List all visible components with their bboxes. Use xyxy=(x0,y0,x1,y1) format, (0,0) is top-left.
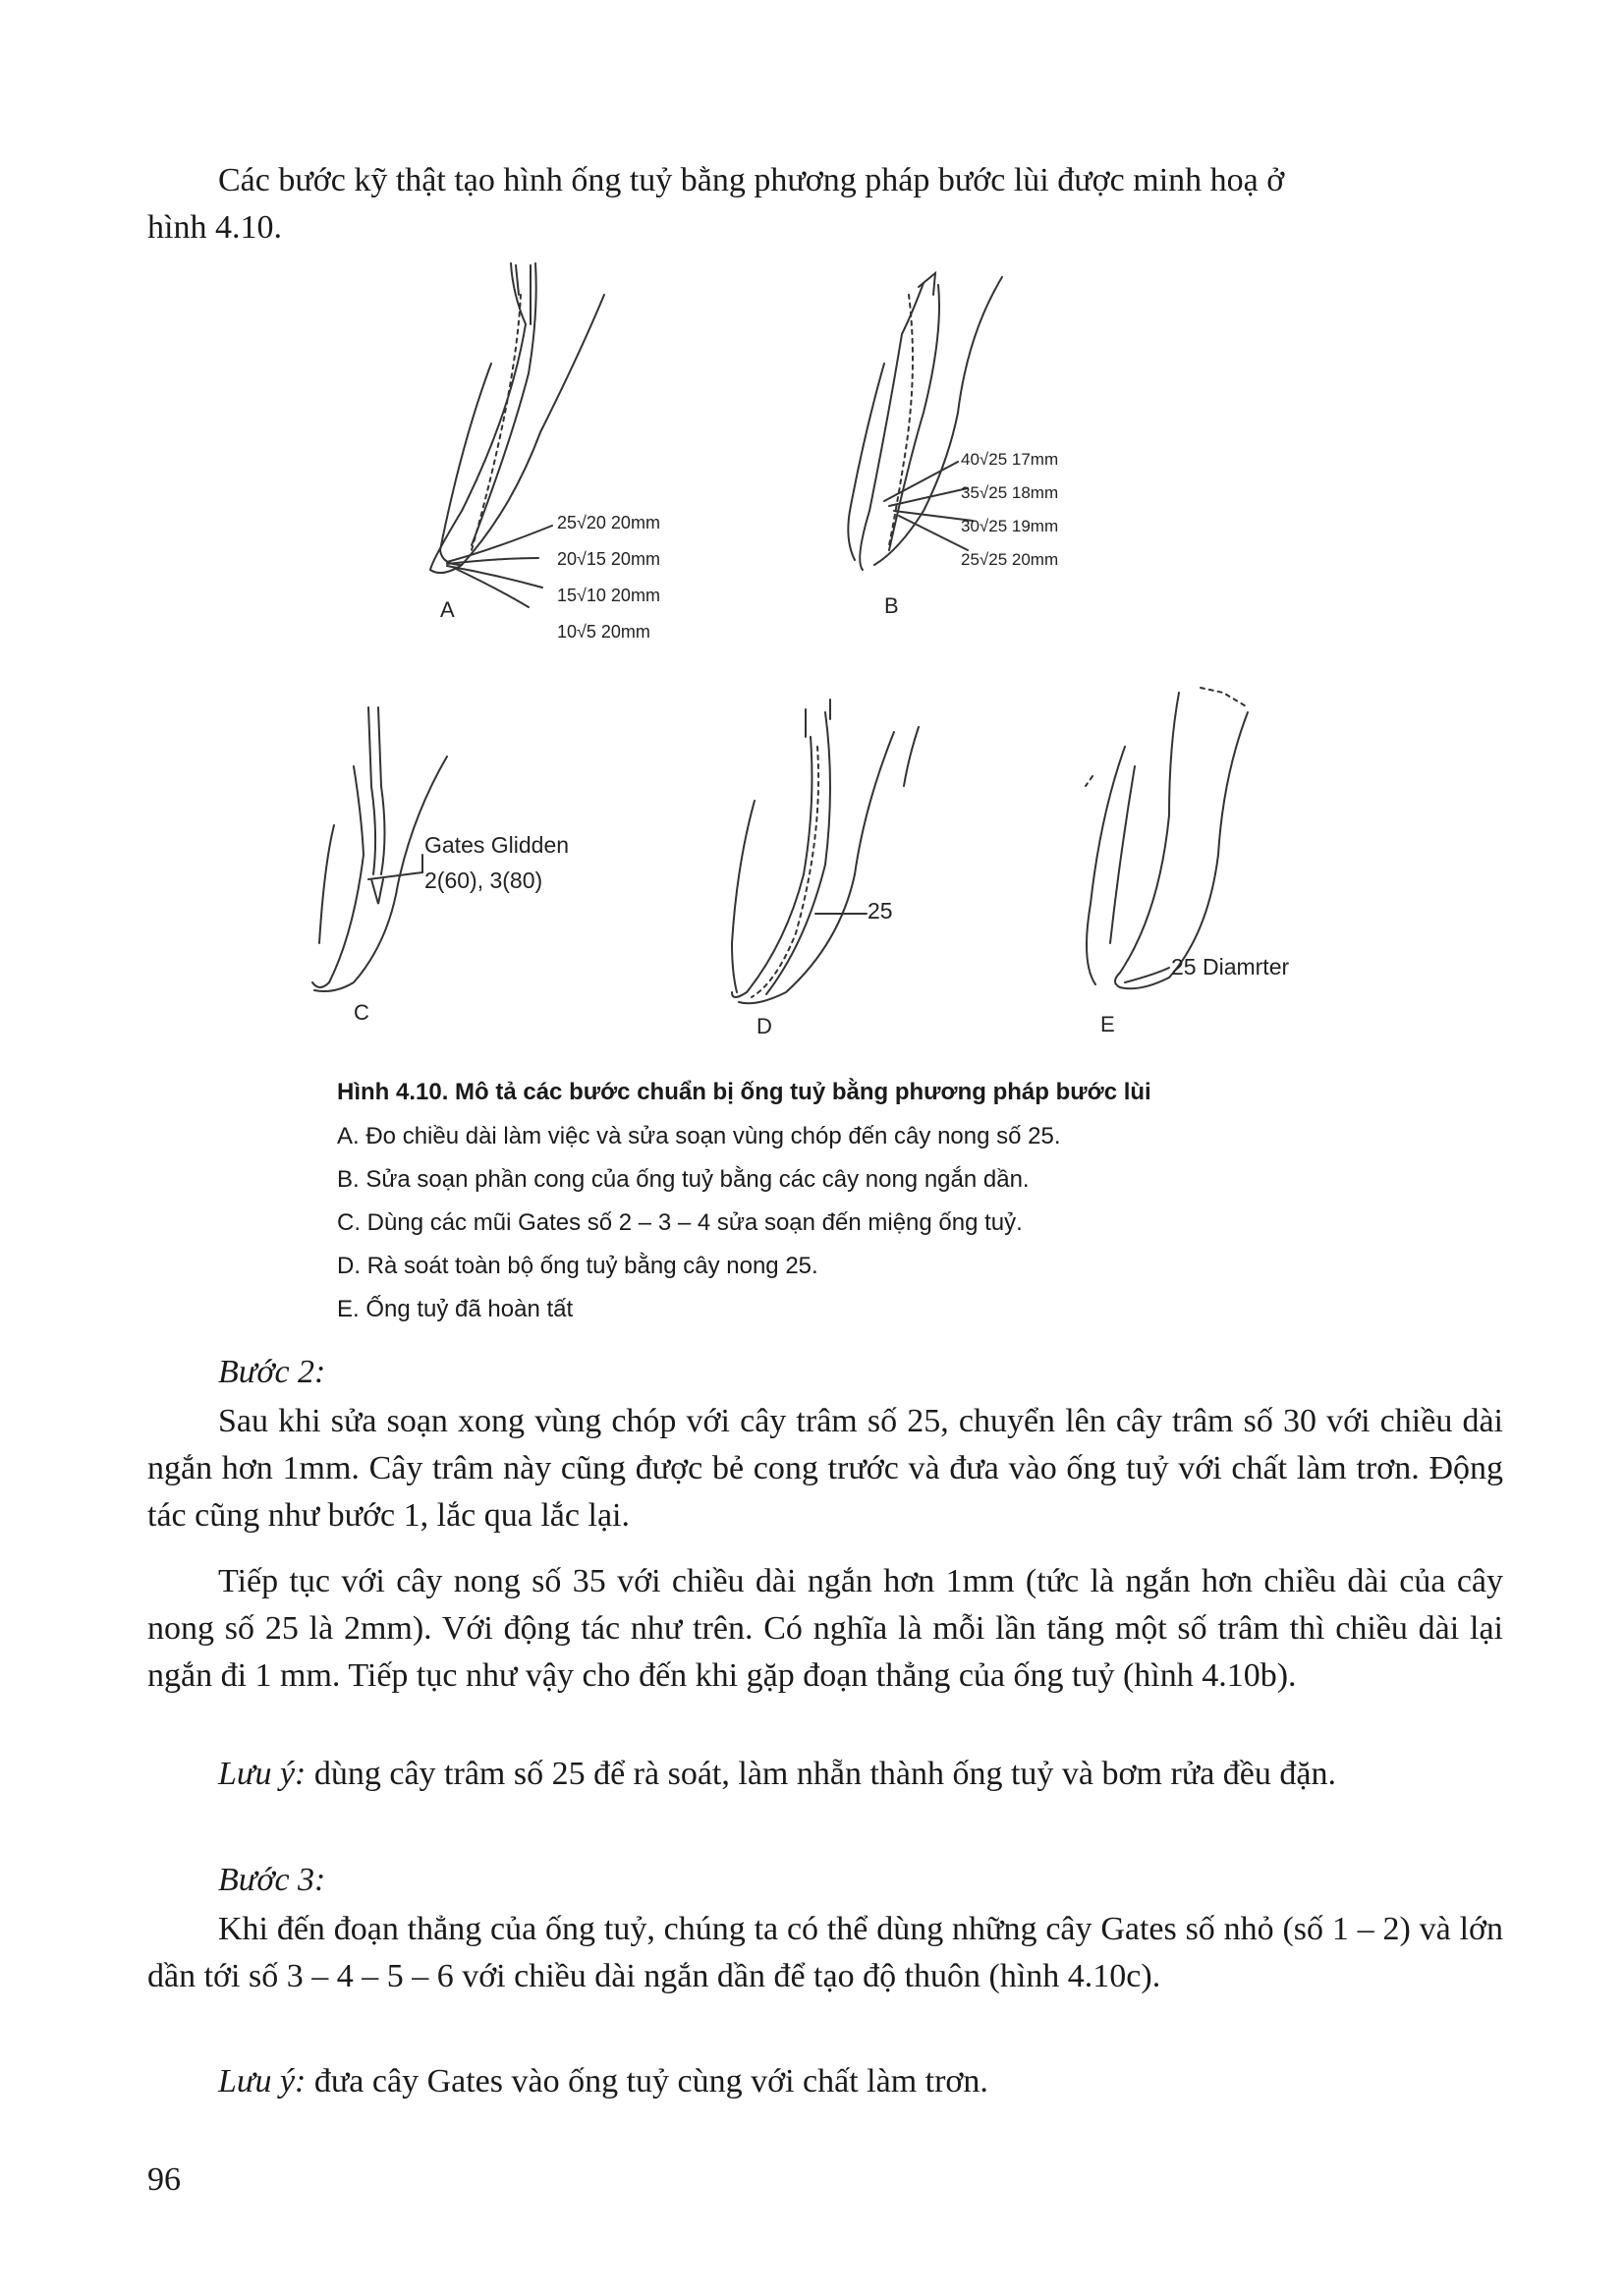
caption-item-d: D. Rà soát toàn bộ ống tuỷ bằng cây nong 25. xyxy=(337,1253,818,1279)
panel-a-label-2: 20√15 20mm xyxy=(557,549,660,569)
panel-b-letter: B xyxy=(884,593,899,618)
panel-c-label-line-2: 2(60), 3(80) xyxy=(424,868,543,893)
panel-b-label-2: 35√25 18mm xyxy=(961,483,1059,502)
panel-c-label-line-1: Gates Glidden xyxy=(424,832,570,858)
step-3-note xyxy=(147,2058,1503,2105)
step-2-heading: Bước 2: xyxy=(218,1354,326,1390)
caption-item-b: B. Sửa soạn phần cong của ống tuỷ bằng các cây nong ngắn dần. xyxy=(337,1166,1030,1193)
panel-a-label-4: 10√5 20mm xyxy=(557,622,650,642)
panel-e-letter: E xyxy=(1100,1012,1115,1036)
caption-item-a: A. Đo chiều dài làm việc và sửa soạn vùng chóp đến cây nong số 25. xyxy=(337,1123,1061,1149)
panel-d-label: 25 xyxy=(868,898,893,924)
intro-line-1: Các bước kỹ thật tạo hình ống tuỷ bằng phương pháp bước lùi được minh hoạ ở xyxy=(218,162,1285,198)
panel-a-label-1: 25√20 20mm xyxy=(557,513,660,532)
figure-4-10-drawing xyxy=(0,0,1624,1081)
step-3-note-text: đưa cây Gates vào ống tuỷ cùng với chất làm trơn. xyxy=(306,2063,988,2100)
step-2-paragraph-1: Sau khi sửa soạn xong vùng chóp với cây trâm số 25, chuyển lên cây trâm số 30 với chiều dài ngắn hơn 1mm. Cây trâm này cũng được bẻ cong trước và đưa vào ống tuỷ với chất làm trơn. Động tác cũng như bước 1, lắc qua lắc lại. xyxy=(147,1403,1503,1534)
panel-e-tooth xyxy=(1086,688,1248,988)
figure-caption-title: Hình 4.10. Mô tả các bước chuẩn bị ống tuỷ bằng phương pháp bước lùi xyxy=(337,1079,1151,1105)
caption-item-c: C. Dùng các mũi Gates số 2 – 3 – 4 sửa soạn đến miệng ống tuỷ. xyxy=(337,1209,1023,1236)
intro-line-2: hình 4.10. xyxy=(147,209,282,246)
step-3-heading: Bước 3: xyxy=(218,1862,326,1898)
panel-d-letter: D xyxy=(756,1014,772,1038)
step-2-note xyxy=(147,1751,1503,1798)
caption-item-e: E. Ống tuỷ đã hoàn tất xyxy=(337,1296,574,1322)
panel-b-label-3: 30√25 19mm xyxy=(961,517,1059,535)
panel-b-label-1: 40√25 17mm xyxy=(961,450,1059,469)
panel-d-tooth xyxy=(732,700,919,1003)
page-number: 96 xyxy=(147,2161,181,2198)
step-2-note-text: dùng cây trâm số 25 để rà soát, làm nhẵn thành ống tuỷ và bơm rửa đều đặn. xyxy=(306,1756,1336,1792)
panel-c-letter: C xyxy=(354,1000,369,1025)
step-2-paragraph-2: Tiếp tục với cây nong số 35 với chiều dài ngắn hơn 1mm (tức là ngắn hơn chiều dài của cây nong số 25 là 2mm). Với động tác như trên. Có nghĩa là mỗi lần tăng một số trâm thì chiều dài lại ngắn đi 1 mm. Tiếp tục như vậy cho đến khi gặp đoạn thẳng của ống tuỷ (hình 4.10b). xyxy=(147,1563,1503,1694)
panel-a-letter: A xyxy=(440,597,455,622)
step-3-paragraph-1: Khi đến đoạn thẳng của ống tuỷ, chúng ta có thể dùng những cây Gates số nhỏ (số 1 – 2) và lớn dần tới số 3 – 4 – 5 – 6 với chiều dài ngắn dần để tạo độ thuôn (hình 4.10c). xyxy=(147,1911,1503,1994)
panel-a-label-3: 15√10 20mm xyxy=(557,586,660,605)
step-3-note-label: Lưu ý: xyxy=(218,2063,307,2100)
step-2-note-label: Lưu ý: xyxy=(218,1756,307,1792)
panel-e-label: 25 Diamrter xyxy=(1171,954,1290,980)
panel-b-label-4: 25√25 20mm xyxy=(961,550,1059,569)
